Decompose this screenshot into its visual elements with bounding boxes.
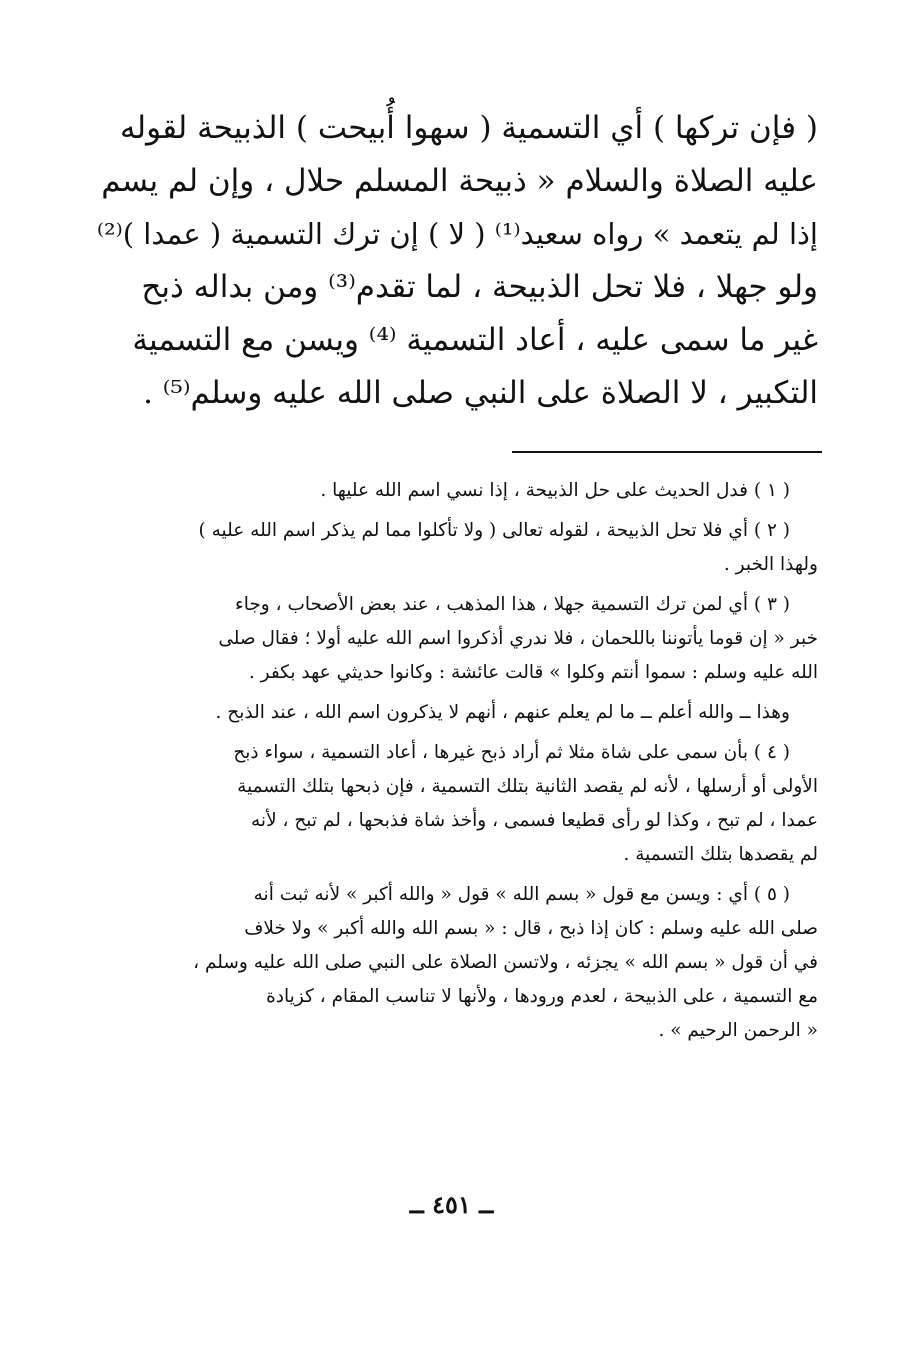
footnote-3 [96, 588, 818, 690]
footnote-line: ( ٣ ) أي لمن ترك التسمية جهلا ، هذا المذهب ، عند بعض الأصحاب ، وجاء [235, 594, 790, 615]
page-number: ــ ٤٥١ ــ [409, 1190, 494, 1219]
footnote-line: « الرحمن الرحيم » . [658, 1020, 818, 1041]
footnote-line: الأولى أو أرسلها ، لأنه لم يقصد الثانية بتلك التسمية ، فإن ذبحها بتلك التسمية [237, 776, 818, 797]
main-text-line: إذا لم يتعمد » رواه سعيد⁽¹⁾ ( لا ) إن ترك التسمية ( عمدا )⁽²⁾ [96, 217, 818, 251]
footnote-3-continuation [96, 696, 818, 730]
main-text-line: غير ما سمى عليه ، أعاد التسمية ⁽⁴⁾ ويسن مع التسمية [132, 322, 818, 358]
main-text-line: ولو جهلا ، فلا تحل الذبيحة ، لما تقدم⁽³⁾ ومن بداله ذبح [141, 269, 818, 305]
footnote-line: صلى الله عليه وسلم : كان إذا ذبح ، قال : « بسم الله والله أكبر » ولا خلاف [244, 918, 818, 939]
footnote-line: ( ٤ ) بأن سمى على شاة مثلا ثم أراد ذبح غيرها ، أعاد التسمية ، سواء ذبح [233, 742, 790, 763]
footnote-line: عمدا ، لم تبح ، وكذا لو رأى قطيعا فسمى ، وأخذ شاة فذبحها ، لم تبح ، لأنه [251, 810, 818, 831]
footnotes-section [96, 474, 818, 1054]
main-text-line: ( فإن تركها ) أي التسمية ( سهوا أُبيحت ) الذبيحة لقوله [120, 110, 818, 146]
footnote-line: خبر « إن قوما يأتوننا باللحمان ، فلا ندري أذكروا اسم الله عليه أولا ؛ فقال صلى [218, 628, 818, 649]
main-text-line: التكبير ، لا الصلاة على النبي صلى الله عليه وسلم⁽⁵⁾ . [143, 375, 818, 411]
main-body-text [96, 102, 818, 420]
footnote-line: الله عليه وسلم : سموا أنتم وكلوا » قالت عائشة : وكانوا حديثي عهد بكفر . [248, 662, 818, 683]
footnote-line: ( ١ ) فدل الحديث على حل الذبيحة ، إذا نسي اسم الله عليها . [320, 480, 790, 501]
footnote-line: وهذا ــ والله أعلم ــ ما لم يعلم عنهم ، أنهم لا يذكرون اسم الله ، عند الذبح . [215, 702, 790, 723]
footnote-line: في أن قول « بسم الله » يجزئه ، ولاتسن الصلاة على النبي صلى الله عليه وسلم ، [193, 952, 818, 973]
footnote-line: ( ٢ ) أي فلا تحل الذبيحة ، لقوله تعالى ( ولا تأكلوا مما لم يذكر اسم الله عليه ) [198, 520, 790, 541]
footnote-line: ( ٥ ) أي : ويسن مع قول « بسم الله » قول « والله أكبر » لأنه ثبت أنه [253, 884, 790, 905]
footnote-divider [512, 451, 822, 453]
footnote-5 [96, 878, 818, 1048]
footnote-1 [96, 474, 818, 508]
footnote-line: لم يقصدها بتلك التسمية . [623, 844, 818, 865]
footnote-line: ولهذا الخبر . [723, 554, 818, 575]
footnote-4 [96, 736, 818, 872]
footnote-line: مع التسمية ، على الذبيحة ، لعدم ورودها ، ولأنها لا تناسب المقام ، كزيادة [266, 986, 818, 1007]
footnote-2 [96, 514, 818, 582]
main-text-line: عليه الصلاة والسلام « ذبيحة المسلم حلال ، وإن لم يسم [101, 163, 818, 199]
